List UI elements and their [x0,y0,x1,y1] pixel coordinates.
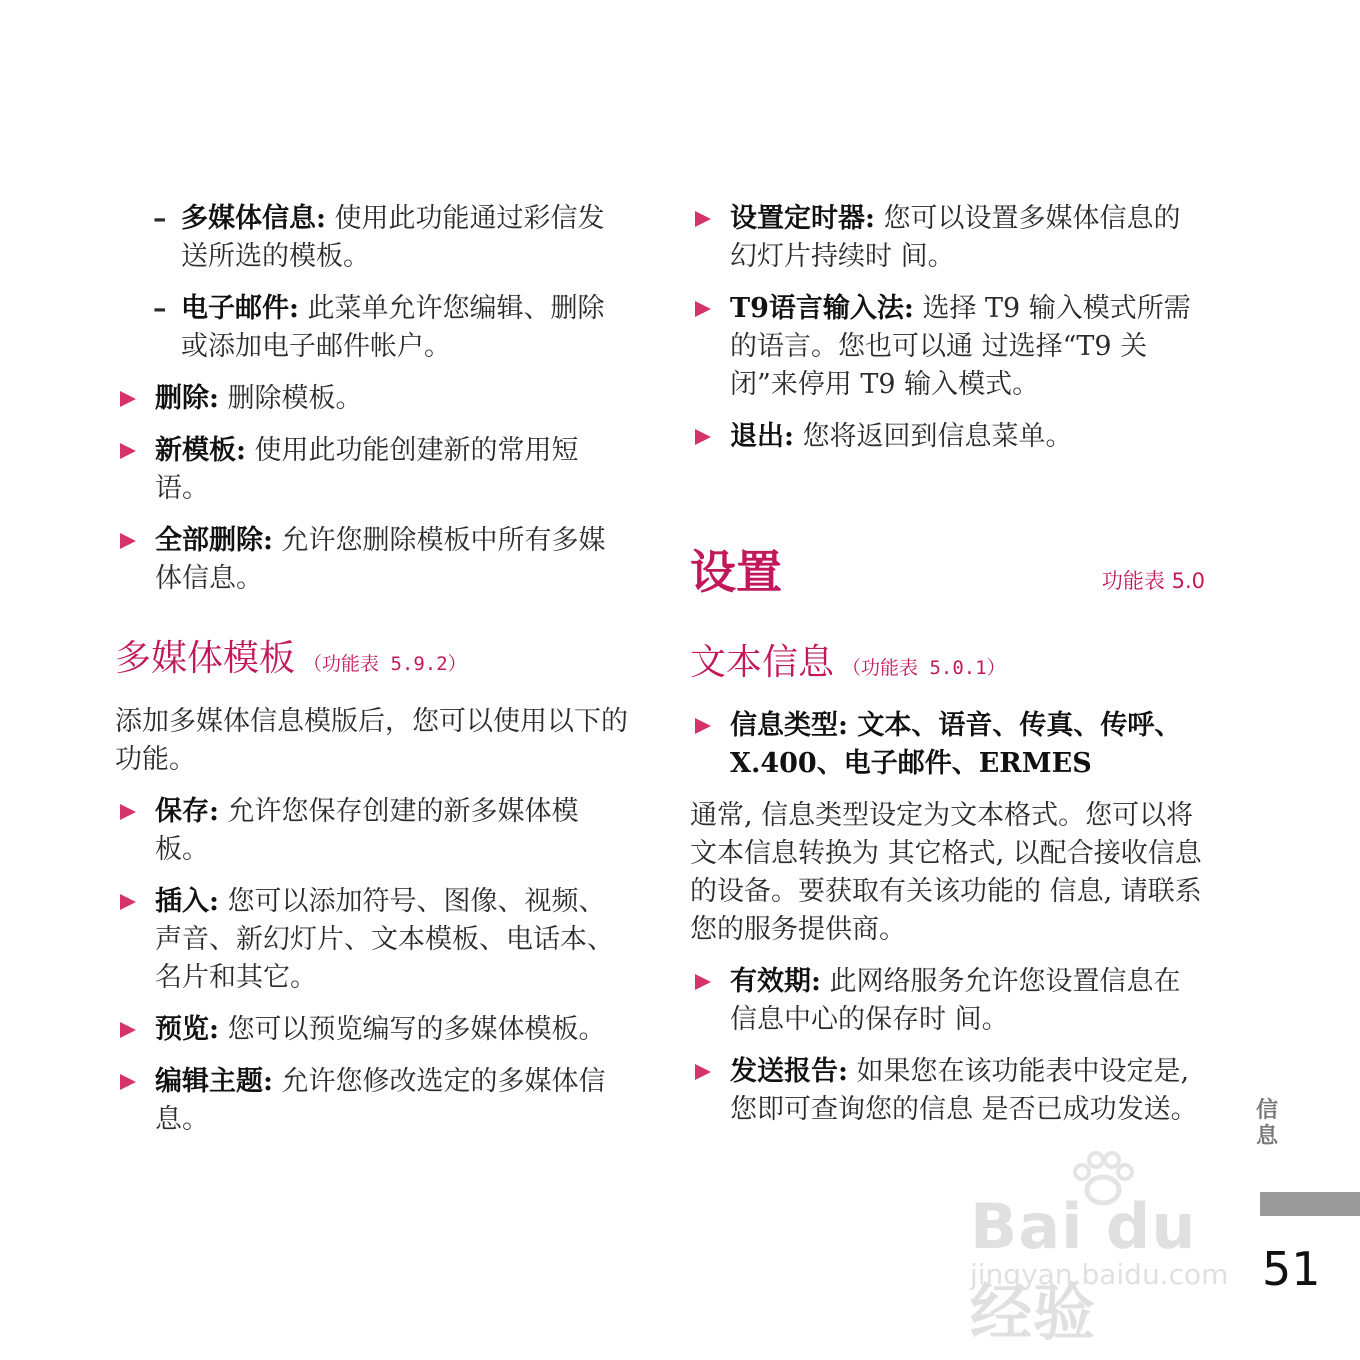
list-item [115,432,630,508]
dash-marker: – [153,293,167,324]
list-item [690,1053,1205,1129]
item-text: 使用此功能通过彩信发送所选的模板。 [181,203,605,272]
item-text: 允许您保存创建的新多媒体模板。 [155,796,579,865]
list-item [115,793,630,869]
item-label: 发送报告: [730,1056,848,1087]
item-label: 插入: [155,886,219,917]
section-heading-text-message [690,634,1205,685]
item-text: 删除模板。 [218,383,363,414]
triangle-bullet-icon [695,211,711,227]
list-item [115,1011,630,1049]
list-item [690,963,1205,1039]
triangle-bullet-icon [120,443,136,459]
chapter-heading-settings [690,536,1205,602]
item-label: 全部删除: [155,525,273,556]
right-column [690,200,1205,1143]
item-label: 有效期: [730,966,821,997]
item-label: 删除: [155,383,219,414]
item-label: 设置定时器: [730,203,875,234]
item-text: 允许您删除模板中所有多媒体信息。 [155,525,606,594]
baidu-watermark [960,1150,1280,1349]
dash-item-mms [115,200,630,276]
triangle-bullet-icon [695,718,711,734]
triangle-bullet-icon [695,974,711,990]
page-number: 51 [1262,1242,1321,1296]
item-label: T9语言输入法: [730,293,914,324]
body-paragraph: 通常, 信息类型设定为文本格式。您可以将文本信息转换为 其它格式, 以配合接收信息的设备。要获取有关该功能的 信息, 请联系您的服务提供商。 [690,800,1202,945]
item-label: 信息类型: 文本、语音、传真、传呼、X.400、电子邮件、ERMES [730,710,1182,779]
item-label: 退出: [730,421,794,452]
list-item [115,883,630,997]
side-tab-label: 信息 [1256,1098,1279,1149]
item-text: 如果您在该功能表中设定是, 您即可查询您的信息 是否已成功发送。 [730,1056,1198,1125]
item-label: 多媒体信息: [181,203,326,234]
list-item [690,290,1205,404]
section-title: 多媒体模板 [115,638,296,679]
item-label: 编辑主题: [155,1066,273,1097]
list-item [115,522,630,598]
item-text: 使用此功能创建新的常用短语。 [155,435,579,504]
item-text: 允许您修改选定的多媒体信息。 [155,1066,606,1135]
item-text: 此网络服务允许您设置信息在信息中心的保存时 间。 [730,966,1181,1035]
list-item [115,1063,630,1139]
chapter-title: 设置 [690,545,782,599]
triangle-bullet-icon [695,1064,711,1080]
dash-marker: – [153,203,167,234]
item-label: 新模板: [155,435,246,466]
item-label: 电子邮件: [181,293,299,324]
item-text: 您可以预览编写的多媒体模板。 [218,1014,606,1045]
triangle-bullet-icon [120,804,136,820]
dash-item-email [115,290,630,366]
item-label: 预览: [155,1014,219,1045]
item-text: 此菜单允许您编辑、删除或添加电子邮件帐户。 [181,293,605,362]
triangle-bullet-icon [120,1022,136,1038]
triangle-bullet-icon [120,1074,136,1090]
section-ref: （功能表 5.0.1） [842,657,1006,679]
triangle-bullet-icon [120,894,136,910]
list-item [115,380,630,418]
intro-paragraph: 添加多媒体信息模版后，您可以使用以下的功能。 [115,706,628,775]
item-text: 您可以添加符号、图像、视频、声音、新幻灯片、文本模板、电话本、名片和其它。 [155,886,614,993]
section-heading-mms-template [115,630,630,681]
triangle-bullet-icon [120,391,136,407]
section-ref: （功能表 5.9.2） [303,653,467,675]
triangle-bullet-icon [695,429,711,445]
item-text: 选择 T9 输入模式所需的语言。您也可以通 过选择“T9 关闭”来停用 T9 输入模式。 [730,293,1191,400]
watermark-main: Bai du 经验 [970,1190,1197,1349]
item-text: 您将返回到信息菜单。 [793,421,1073,452]
watermark-url: jingyan.baidu.com [970,1258,1229,1291]
chapter-ref: 功能表 5.0 [1101,569,1205,593]
list-item [690,200,1205,276]
item-text: 您可以设置多媒体信息的幻灯片持续时 间。 [730,203,1181,272]
triangle-bullet-icon [695,301,711,317]
item-label: 保存: [155,796,219,827]
triangle-bullet-icon [120,533,136,549]
list-item-message-type [690,707,1205,783]
section-title: 文本信息 [690,642,835,683]
left-column [115,200,630,1153]
list-item [690,418,1205,456]
